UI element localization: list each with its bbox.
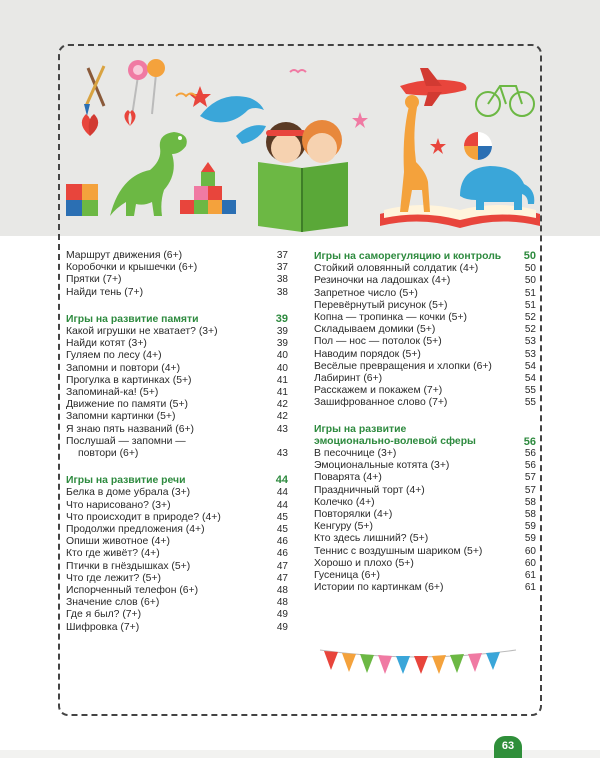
toc-entry[interactable] xyxy=(66,585,288,597)
entry-page: 37 xyxy=(276,250,288,261)
entry-title: Гуляем по лесу (4+) xyxy=(66,350,162,362)
entry-page: 46 xyxy=(276,536,288,548)
entry-page: 40 xyxy=(276,362,288,374)
toc-entry[interactable] xyxy=(314,533,536,545)
entry-page: 44 xyxy=(276,487,288,499)
toc-entry[interactable] xyxy=(66,436,288,448)
entry-page: 49 xyxy=(276,621,288,633)
entry-title: Птички в гнёздышках (5+) xyxy=(66,560,191,572)
entry-title: Найди котят (3+) xyxy=(66,338,147,350)
entry-page: 56 xyxy=(524,448,536,460)
entry-page: 47 xyxy=(276,572,288,584)
entry-title: Кто здесь лишний? (5+) xyxy=(314,533,429,545)
entry-title: Запоминай-ка! (5+) xyxy=(66,387,159,399)
entry-title: Найди тень (7+) xyxy=(66,286,144,298)
entry-page: 44 xyxy=(276,499,288,511)
entry-page: 50 xyxy=(523,250,536,262)
entry-title xyxy=(314,424,476,448)
entry-page: 48 xyxy=(276,597,288,609)
toc-entry[interactable] xyxy=(66,536,288,548)
section-heading[interactable] xyxy=(66,474,288,487)
toc-entry[interactable] xyxy=(314,288,536,300)
toc-entry[interactable] xyxy=(314,485,536,497)
entry-page: 49 xyxy=(276,609,288,621)
entry-page: 45 xyxy=(276,511,288,523)
entry-page: 54 xyxy=(524,360,536,372)
toc-entry[interactable] xyxy=(314,349,536,361)
entry-title: Колечко (4+) xyxy=(314,496,375,508)
toc-entry[interactable] xyxy=(314,300,536,312)
section-heading[interactable] xyxy=(66,313,288,326)
entry-page: 43 xyxy=(276,448,288,460)
entry-title: Продолжи предложения (4+) xyxy=(66,524,205,536)
toc-entry[interactable] xyxy=(66,411,288,423)
entry-page: 54 xyxy=(524,373,536,385)
entry-title: Весёлые превращения и хлопки (6+) xyxy=(314,360,492,372)
entry-title: Поварята (4+) xyxy=(314,472,382,484)
toc-entry[interactable] xyxy=(314,263,536,275)
entry-title: Расскажем и покажем (7+) xyxy=(314,385,443,397)
entry-title: Кенгуру (5+) xyxy=(314,521,373,533)
toc-entry[interactable] xyxy=(314,521,536,533)
toc-entry[interactable] xyxy=(314,361,536,373)
toc-entry[interactable] xyxy=(66,262,288,274)
entry-page: 41 xyxy=(276,374,288,386)
entry-page: 47 xyxy=(276,560,288,572)
entry-page: 46 xyxy=(276,548,288,560)
entry-page: 57 xyxy=(524,484,536,496)
entry-page: 38 xyxy=(276,286,288,298)
toc-entry[interactable] xyxy=(66,597,288,609)
entry-title: В песочнице (3+) xyxy=(314,448,397,460)
toc-entry[interactable] xyxy=(66,424,288,436)
toc-entry[interactable] xyxy=(314,546,536,558)
entry-title: Стойкий оловянный солдатик (4+) xyxy=(314,263,479,275)
entry-title: Испорченный телефон (6+) xyxy=(66,585,199,597)
toc-entry[interactable] xyxy=(66,512,288,524)
entry-page: 39 xyxy=(276,326,288,338)
entry-title: Хорошо и плохо (5+) xyxy=(314,557,414,569)
entry-title: Шифровка (7+) xyxy=(66,621,140,633)
entry-page: 40 xyxy=(276,350,288,362)
entry-title: Игры на развитие памяти xyxy=(66,313,199,325)
heading-line: Игры на развитие xyxy=(314,423,407,435)
entry-page: 50 xyxy=(524,275,536,287)
entry-page: 53 xyxy=(524,348,536,360)
entry-title: Эмоциональные котята (3+) xyxy=(314,460,450,472)
toc-entry[interactable] xyxy=(314,582,536,594)
entry-page: 51 xyxy=(524,299,536,311)
toc-entry[interactable] xyxy=(66,338,288,350)
entry-title: Маршрут движения (6+) xyxy=(66,250,183,261)
toc-entry[interactable] xyxy=(66,622,288,634)
entry-title: Кто где живёт? (4+) xyxy=(66,548,160,560)
entry-title: Запомни картинки (5+) xyxy=(66,411,176,423)
toc-entry[interactable] xyxy=(66,274,288,286)
entry-title: Зашифрованное слово (7+) xyxy=(314,397,448,409)
entry-page: 58 xyxy=(524,496,536,508)
entry-title: Прятки (7+) xyxy=(66,274,122,286)
entry-title: Копна — тропинка — кочки (5+) xyxy=(314,312,467,324)
toc-entry[interactable] xyxy=(66,350,288,362)
toc-entry[interactable] xyxy=(314,460,536,472)
entry-title: Складываем домики (5+) xyxy=(314,324,436,336)
entry-page: 59 xyxy=(524,533,536,545)
toc-entry[interactable] xyxy=(314,558,536,570)
entry-page: 55 xyxy=(524,385,536,397)
toc-entry[interactable] xyxy=(314,397,536,409)
entry-page: 57 xyxy=(524,472,536,484)
toc-entry[interactable] xyxy=(314,385,536,397)
entry-page: 45 xyxy=(276,524,288,536)
entry-page: 50 xyxy=(524,263,536,275)
bunting-icon xyxy=(318,644,518,684)
entry-title: Наводим порядок (5+) xyxy=(314,348,421,360)
entry-title: Игры на саморегуляцию и контроль xyxy=(314,251,502,262)
entry-title: Что где лежит? (5+) xyxy=(66,572,161,584)
section-gap xyxy=(66,460,288,474)
entry-title: Что происходит в природе? (4+) xyxy=(66,511,221,523)
entry-title: Что нарисовано? (3+) xyxy=(66,499,171,511)
toc-entry[interactable] xyxy=(314,336,536,348)
entry-page: 61 xyxy=(524,582,536,594)
entry-title: Резиночки на ладошках (4+) xyxy=(314,275,451,287)
section-gap xyxy=(66,299,288,313)
entry-page: 43 xyxy=(276,423,288,435)
entry-title: Белка в доме убрала (3+) xyxy=(66,487,191,499)
toc-entry[interactable] xyxy=(314,570,536,582)
toc-entry[interactable] xyxy=(66,326,288,338)
entry-page: 59 xyxy=(524,521,536,533)
entry-page: 52 xyxy=(524,312,536,324)
entry-page: 56 xyxy=(523,435,536,448)
entry-title: Гусеница (6+) xyxy=(314,570,380,582)
entry-title: Теннис с воздушным шариком (5+) xyxy=(314,545,483,557)
toc-entry[interactable] xyxy=(66,448,288,460)
toc-entry[interactable] xyxy=(314,275,536,287)
entry-title: Прогулка в картинках (5+) xyxy=(66,374,192,386)
toc-entry[interactable] xyxy=(66,561,288,573)
section-gap xyxy=(314,410,536,424)
toc-entry[interactable] xyxy=(66,387,288,399)
entry-page: 60 xyxy=(524,557,536,569)
entry-page: 37 xyxy=(276,262,288,274)
toc-entry[interactable] xyxy=(314,448,536,460)
entry-title: Праздничный торт (4+) xyxy=(314,484,425,496)
entry-title: Запомни и повтори (4+) xyxy=(66,362,181,374)
toc-entry[interactable] xyxy=(66,363,288,375)
entry-title: Истории по картинкам (6+) xyxy=(314,582,444,594)
toc-entry[interactable] xyxy=(66,548,288,560)
entry-page: 60 xyxy=(524,545,536,557)
entry-title: Послушай — запомни — xyxy=(66,435,186,447)
entry-title: Запретное число (5+) xyxy=(314,287,418,299)
entry-title: Где я был? (7+) xyxy=(66,609,142,621)
toc-entry[interactable] xyxy=(66,500,288,512)
entry-page: 56 xyxy=(524,460,536,472)
entry-title: повтори (6+) xyxy=(78,448,139,460)
toc-entry[interactable] xyxy=(66,487,288,499)
entry-page: 58 xyxy=(524,509,536,521)
entry-title: Игры на развитие речи xyxy=(66,475,186,487)
toc-entry[interactable] xyxy=(314,509,536,521)
toc-entry[interactable] xyxy=(66,399,288,411)
entry-page: 55 xyxy=(524,397,536,409)
toc-entry[interactable] xyxy=(66,609,288,621)
toc-entry[interactable] xyxy=(66,250,288,262)
entry-title: Движение по памяти (5+) xyxy=(66,399,188,411)
toc-entry[interactable] xyxy=(66,524,288,536)
entry-page: 41 xyxy=(276,387,288,399)
toc-entry[interactable] xyxy=(314,324,536,336)
section-heading[interactable] xyxy=(314,424,536,448)
entry-page: 42 xyxy=(276,399,288,411)
entry-page: 39 xyxy=(276,338,288,350)
entry-title: Я знаю пять названий (6+) xyxy=(66,423,195,435)
toc-entry[interactable] xyxy=(314,497,536,509)
entry-title: Коробочки и крышечки (6+) xyxy=(66,262,198,274)
toc-left-column xyxy=(66,250,288,634)
toc-entry[interactable] xyxy=(66,573,288,585)
entry-page: 42 xyxy=(276,411,288,423)
entry-page: 39 xyxy=(275,312,288,325)
entry-title: Лабиринт (6+) xyxy=(314,373,383,385)
entry-page: 52 xyxy=(524,324,536,336)
toc-right-column xyxy=(314,250,536,594)
entry-page: 51 xyxy=(524,287,536,299)
entry-page: 44 xyxy=(275,474,288,487)
entry-title: Повторялки (4+) xyxy=(314,509,393,521)
toc-entry[interactable] xyxy=(66,287,288,299)
page-number: 63 xyxy=(494,736,522,758)
entry-page: 53 xyxy=(524,336,536,348)
entry-title: Опиши животное (4+) xyxy=(66,536,170,548)
entry-page: 38 xyxy=(276,274,288,286)
heading-line: эмоционально-волевой сферы xyxy=(314,435,476,447)
entry-page: 61 xyxy=(524,570,536,582)
entry-title: Пол — нос — потолок (5+) xyxy=(314,336,442,348)
entry-title: Значение слов (6+) xyxy=(66,597,160,609)
entry-title: Перевёрнутый рисунок (5+) xyxy=(314,299,448,311)
entry-title: Какой игрушки не хватает? (3+) xyxy=(66,326,218,338)
toc-entry[interactable] xyxy=(314,312,536,324)
toc-entry[interactable] xyxy=(314,472,536,484)
section-heading[interactable] xyxy=(314,250,536,263)
entry-page: 48 xyxy=(276,585,288,597)
toc-entry[interactable] xyxy=(314,373,536,385)
toc-entry[interactable] xyxy=(66,375,288,387)
